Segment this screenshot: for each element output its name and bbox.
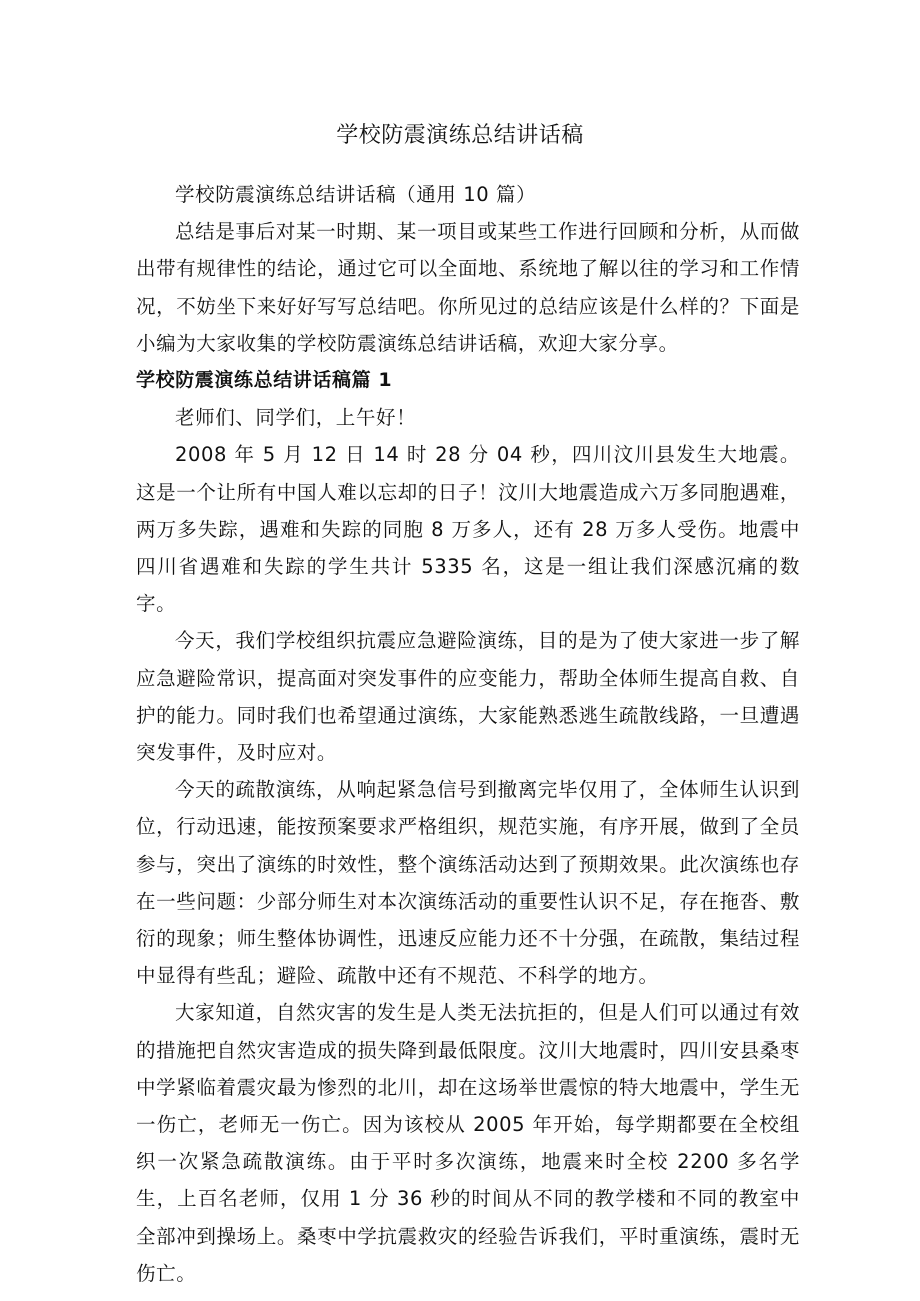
body-paragraph: 今天，我们学校组织抗震应急避险演练，目的是为了使大家进一步了解应急避险常识，提高面对突发事件的应变能力，帮助全体师生提高自救、自护的能力。同时我们也希望通过演练，大家能熟悉逃生疏散线路，一旦遭遇突发事件，及时应对。 — [136, 629, 800, 765]
body-paragraph: 今天的疏散演练，从响起紧急信号到撤离完毕仅用了，全体师生认识到位，行动迅速，能按预案要求严格组织，规范实施，有序开展，做到了全员参与，突出了演练的时效性，整个演练活动达到了预期效果。此次演练也存在一些问题：少部分师生对本次演练活动的重要性认识不足，存在拖沓、敷衍的现象；师生整体协调性，迅速反应能力还不十分强，在疏散，集结过程中显得有些乱；避险、疏散中还有不规范、不科学的地方。 — [136, 778, 800, 988]
section-heading: 学校防震演练总结讲话稿篇 1 — [136, 369, 393, 392]
document-title: 学校防震演练总结讲话稿 — [336, 123, 584, 148]
document-subtitle: 学校防震演练总结讲话稿（通用 10 篇） — [175, 183, 537, 206]
document-body — [136, 176, 800, 1292]
intro-paragraph: 总结是事后对某一时期、某一项目或某些工作进行回顾和分析，从而做出带有规律性的结论，通过它可以全面地、系统地了解以往的学习和工作情况，不妨坐下来好好写写总结吧。你所见过的总结应该是什么样的？下面是小编为大家收集的学校防震演练总结讲话稿，欢迎大家分享。 — [136, 220, 800, 355]
body-paragraph: 大家知道，自然灾害的发生是人类无法抗拒的，但是人们可以通过有效的措施把自然灾害造成的损失降到最低限度。汶川大地震时，四川安县桑枣中学紧临着震灾最为惨烈的北川，却在这场举世震惊的特大地震中，学生无一伤亡，老师无一伤亡。因为该校从 2005 年开始，每学期都要在全校组织一次紧急疏散演练。由于平时多次演练，地震来时全校 2200 多名学生，上百名老师，仅用 1 分 36 秒的时间从不同的教学楼和不同的教室中全部冲到操场上。桑枣中学抗震救灾的经验告诉我们，平时重演练，震时无伤亡。 — [136, 1001, 800, 1285]
greeting-paragraph: 老师们、同学们，上午好！ — [175, 406, 417, 430]
body-paragraph: 2008 年 5 月 12 日 14 时 28 分 04 秒，四川汶川县发生大地震。这是一个让所有中国人难以忘却的日子！汶川大地震造成六万多同胞遇难，两万多失踪，遇难和失踪的同胞 8 万多人，还有 28 万多人受伤。地震中四川省遇难和失踪的学生共计 5335 名，这是一组让我们深感沉痛的数字。 — [136, 443, 800, 616]
